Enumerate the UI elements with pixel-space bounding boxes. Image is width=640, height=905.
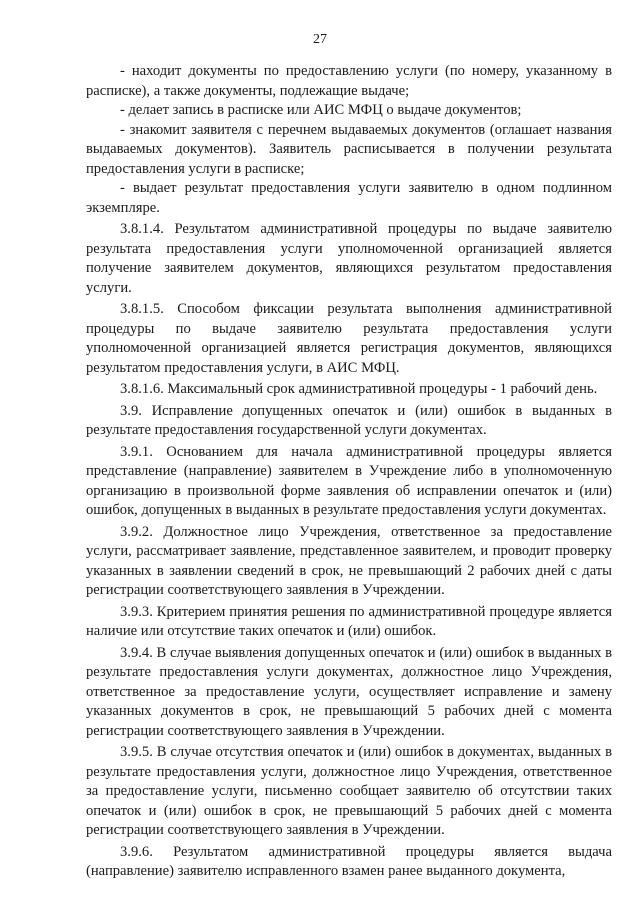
paragraph-familiarize-applicant: - знакомит заявителя с перечнем выдаваемых документов (оглашает названия выдаваемых документов). Заявитель расписывается в получении результата предоставления услуги в расписке; <box>86 121 612 177</box>
paragraph-3-9-1: 3.9.1. Основанием для начала административной процедуры является представление (направление) заявителем в Учреждение либо в уполномоченную организацию в произвольной форме заявления об исправлении опечаток и (или) ошибок, допущенных в выданных в результате предоставления услуги документах. <box>86 443 612 518</box>
paragraph-3-9-6: 3.9.6. Результатом административной процедуры является выдача (направление) заявителю исправленного взамен ранее выданного документа, <box>86 843 612 879</box>
paragraph-3-8-1-4: 3.8.1.4. Результатом административной процедуры по выдаче заявителю результата предоставления услуги уполномоченной организацией является получение заявителем документов, являющихся результатом предоставления услуги. <box>86 221 612 296</box>
paragraph-3-8-1-5: 3.8.1.5. Способом фиксации результата выполнения административной процедуры по выдаче заявителю результата предоставления услуги уполномоченной организацией является регистрация документов, являющихся результатом предоставления услуги, в АИС МФЦ. <box>86 301 612 376</box>
paragraph-3-9-5: 3.9.5. В случае отсутствия опечаток и (или) ошибок в документах, выданных в результате предоставления услуги, должностное лицо Учреждения, ответственное за предоставление услуги, письменно сообщает заявителю об отсутствии таких опечаток и (или) ошибок в срок, не превышающий 5 рабочих дней с момента регистрации соответствующего заявления в Учреждении. <box>86 744 612 838</box>
paragraph-3-9-4: 3.9.4. В случае выявления допущенных опечаток и (или) ошибок в выданных в результате предоставления услуги документах, должностное лицо Учреждения, ответственное за предоставление услуги, осуществляет исправление и замену указанных документов в срок, не превышающий 5 рабочих дней с момента регистрации соответствующего заявления в Учреждении. <box>86 644 612 739</box>
paragraph-3-9: 3.9. Исправление допущенных опечаток и (или) ошибок в выданных в результате предоставления государственной услуги документах. <box>86 402 612 438</box>
paragraph-3-9-3: 3.9.3. Критерием принятия решения по административной процедуре является наличие или отсутствие таких опечаток и (или) ошибок. <box>86 603 612 639</box>
paragraph-3-9-2: 3.9.2. Должностное лицо Учреждения, ответственное за предоставление услуги, рассматривает заявление, представленное заявителем, и проводит проверку указанных в заявлении сведений в срок, не превышающий 2 рабочих дней с даты регистрации соответствующего заявления в Учреждении. <box>86 523 612 598</box>
document-body <box>86 62 612 882</box>
paragraph-find-documents: - находит документы по предоставлению услуги (по номеру, указанному в расписке), а также документы, подлежащие выдаче; <box>86 63 612 99</box>
paragraph-3-8-1-6: 3.8.1.6. Максимальный срок административной процедуры - 1 рабочий день. <box>120 381 598 397</box>
page-number: 27 <box>313 32 327 47</box>
paragraph-record-issue: - делает запись в расписке или АИС МФЦ о выдаче документов; <box>120 102 522 118</box>
paragraph-issue-result: - выдает результат предоставления услуги заявителю в одном подлинном экземпляре. <box>86 180 612 216</box>
